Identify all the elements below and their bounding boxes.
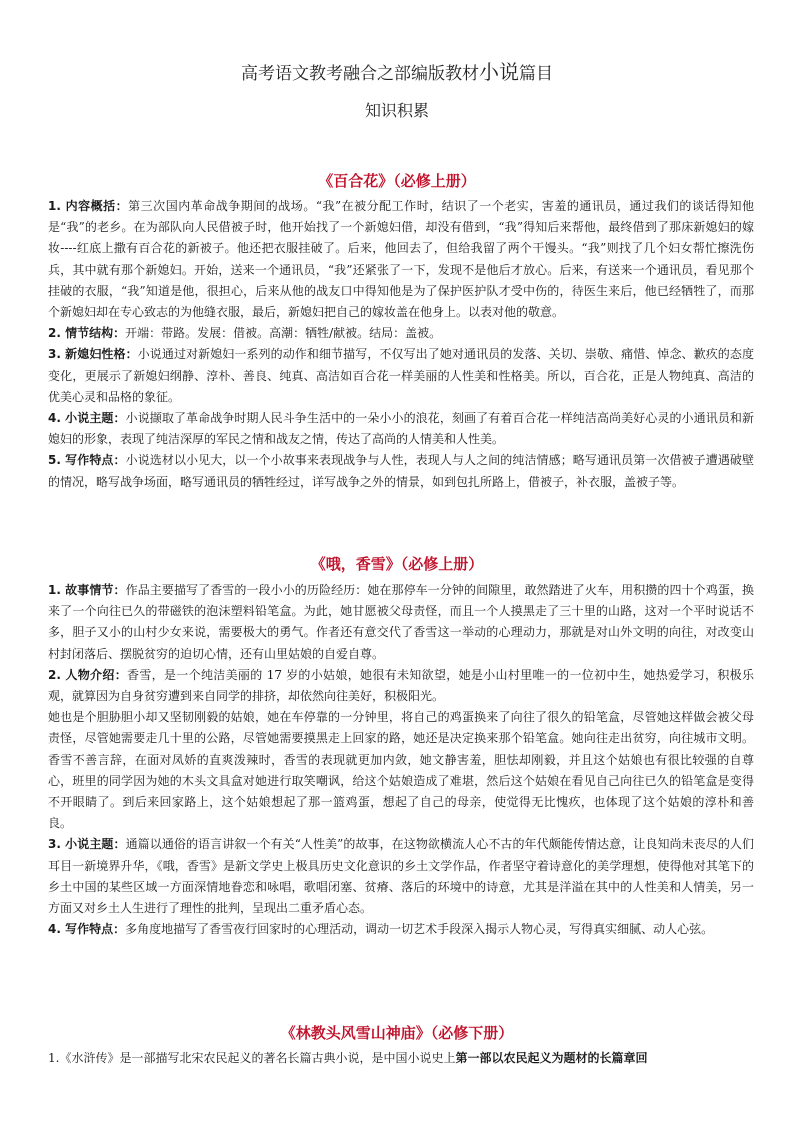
- document-title: [0, 56, 794, 85]
- paragraph-label: 2. 人物介绍：: [48, 667, 128, 682]
- paragraph-label: 1. 故事情节：: [48, 583, 126, 597]
- paragraph-text: 小说撷取了革命战争时期人民斗争生活中的一朵小小的浪花，刻画了有着百合花一样纯洁高尚美好心灵的小通讯员和新媳妇的形象，表现了纯洁深厚的军民之情和战友之情，传达了高尚的人情美和人性美。: [48, 411, 754, 447]
- paragraph-label: 2. 情节结构：: [48, 326, 126, 341]
- paragraph-text: 她也是个胆胁胆小却又坚韧刚毅的姑娘，她在车停靠的一分钟里，将自己的鸡蛋换来了向往了很久的铅笔盒，尽管她这样做会被父母责怪，尽管她需要走几十里的公路，尽管她需要摸黑走上回家的路，她还是决定换来那个铅笔盒。她向往走出贫穷，向往城市文明。香雪不善言辞，在面对凤娇的直爽泼辣时，香雪的表现就更加内敛，她文静害羞，胆怯却刚毅，并且这个姑娘也有很比较强的自尊心，班里的同学因为她的木头文具盒对她进行取笑嘲讽，给这个姑娘造成了难堪，然后这个姑娘在看见自己向往已久的铅笔盒是变得不开眼睛了。到后来回家路上，这个姑娘想起了那一篮鸡蛋，想起了自己的母亲，使觉得无比愧疚，也体现了这个姑娘的淳朴和善良。: [48, 710, 754, 831]
- paragraph-label: 5. 写作特点：: [48, 453, 126, 468]
- paragraph: [48, 834, 754, 919]
- section-title-baihehua: 《百合花》（必修上册）: [318, 172, 476, 190]
- title-part2: 篇目: [519, 64, 553, 84]
- paragraph-label: 3. 新媳妇性格：: [48, 347, 138, 362]
- paragraph: [48, 580, 754, 665]
- paragraph-text: 小说通过对新媳妇一系列的动作和细节描写，不仅写出了她对通讯员的发落、关切、崇敬、痛惜、悼念、歉疚的态度变化，更展示了新媳妇纲静、淳朴、善良、纯真、高洁如百合花一样美丽的人性美和性格美。所以，百合花，正是人物纯真、高洁的优美心灵和品格的象征。: [48, 347, 754, 404]
- title-big: 小说: [479, 60, 519, 84]
- section-title-xiangxue: 《哦，香雪》（必修上册）: [310, 555, 484, 573]
- paragraph-text: 作品主要描写了香雪的一段小小的历险经历：她在那停车一分钟的间隙里，敢然踏进了火车，用积攒的四十个鸡蛋，换来了一个向往已久的带磁铁的泡沫塑料铅笔盒。为此，她甘愿被父母责怪，而且一个人摸黑走了三十里的山路，这对一个平时说话不多，胆子又小的山村少女来说，需要极大的勇气。作者还有意交代了香雪这一举动的心理动力，那就是对山外文明的向往，对改变山村封闭落后、摆脱贫穷的迫切心情，还有山里姑娘的自爱自尊。: [48, 583, 754, 661]
- section-body-baihehua: [48, 196, 754, 493]
- paragraph-text: 通篇以通俗的语言讲叙一个有关“人性美”的故事，在这物欲横流人心不古的年代颇能传情达意，让良知尚未丧尽的人们耳目一新境界升华，《哦，香雪》是新文学史上极具历史文化意识的乡土文学作品，作者坚守着诗意化的美学理想，使得他对其笔下的乡土中国的某些区域一方面深情地眷恋和咏唱，歌唱闭塞、贫瘠、落后的环境中的诗意，尤其是洋溢在其中的人性美和人情美，另一方面又对乡土人生进行了理性的批判，呈现出二重矛盾心态。: [48, 837, 754, 916]
- paragraph-label: 4. 写作特点：: [48, 922, 126, 937]
- paragraph: [48, 665, 754, 707]
- paragraph-text: 多角度地描写了香雪夜行回家时的心理活动，调动一切艺术手段深入揭示人物心灵，写得真实细腻、动人心弦。: [125, 922, 714, 937]
- paragraph-text: 1.《水浒传》是一部描写北宋农民起义的著名长篇古典小说，是中国小说史上: [48, 1051, 456, 1065]
- paragraph: [48, 344, 754, 408]
- paragraph: [48, 919, 754, 940]
- document-subtitle: 知识积累: [364, 101, 429, 120]
- paragraph-label: 3. 小说主题：: [48, 837, 126, 852]
- section-title-linjiaotou: 《林教头风雪山神庙》（必修下册）: [280, 1024, 514, 1042]
- title-part1: 高考语文教考融合之部编版教材: [241, 64, 479, 84]
- paragraph-text: 第三次国内革命战争期间的战场。“我”在被分配工作时，结识了一个老实，害羞的通讯员，通过我们的谈话得知他是“我”的老乡。在为部队向人民借被子时，他开始找了一个新媳妇借，却没有借到，“我”得知后来帮他，最终借到了那床新媳妇的嫁妆----红底上撒有百合花的新被子。他还把衣服挂破了。后来，他回去了，但给我留了两个干馒头。“我”则找了几个妇女帮忙擦洗伤兵，其中就有那个新媳妇。开始，送来一个通讯员，“我”还紧张了一下，发现不是他后才放心。后来，有送来一个通讯员，看见那个挂破的衣服，“我”知道是他，很担心，后来从他的战友口中得知他是为了保护医护队才受中伤的，待医生来后，他已经牺牲了，而那个新媳妇却在专心致志的为他缝衣服，最后，新媳妇把自己的嫁妆盖在他身上。以表对他的敬意。: [48, 199, 754, 320]
- paragraph: [48, 450, 754, 492]
- paragraph-label: 4. 小说主题：: [48, 411, 126, 426]
- section-body-linjiaotou: [48, 1048, 754, 1069]
- paragraph-emphasis: 第一部以农民起义为题材的长篇章回: [455, 1051, 648, 1065]
- paragraph-text: 开端：带路。发展：借被。高潮：牺牲/献被。结局：盖被。: [125, 326, 442, 341]
- paragraph: [48, 323, 754, 344]
- paragraph: [48, 1048, 754, 1069]
- paragraph: [48, 707, 754, 834]
- paragraph: [48, 196, 754, 323]
- paragraph-text: 香雪，是一个纯洁美丽的 17 岁的小姑娘，她很有未知欲望，她是小山村里唯一的一位初中生，她热爱学习，积极乐观，就算因为自身贫穷遭到来自同学的排挤，却依然向往美好，积极阳光。: [48, 667, 754, 704]
- section-body-xiangxue: [48, 580, 754, 940]
- paragraph-text: 小说选材以小见大，以一个小故事来表现战争与人性，表现人与人之间的纯洁情感；略写通讯员第一次借被子遭遇破壁的情况，略写战争场面，略写通讯员的牺牲经过，详写战争之外的情景，如到包扎所路上，借被子，补衣服，盖被子等。: [48, 453, 754, 489]
- paragraph-label: 1. 内容概括：: [48, 199, 129, 213]
- paragraph: [48, 408, 754, 450]
